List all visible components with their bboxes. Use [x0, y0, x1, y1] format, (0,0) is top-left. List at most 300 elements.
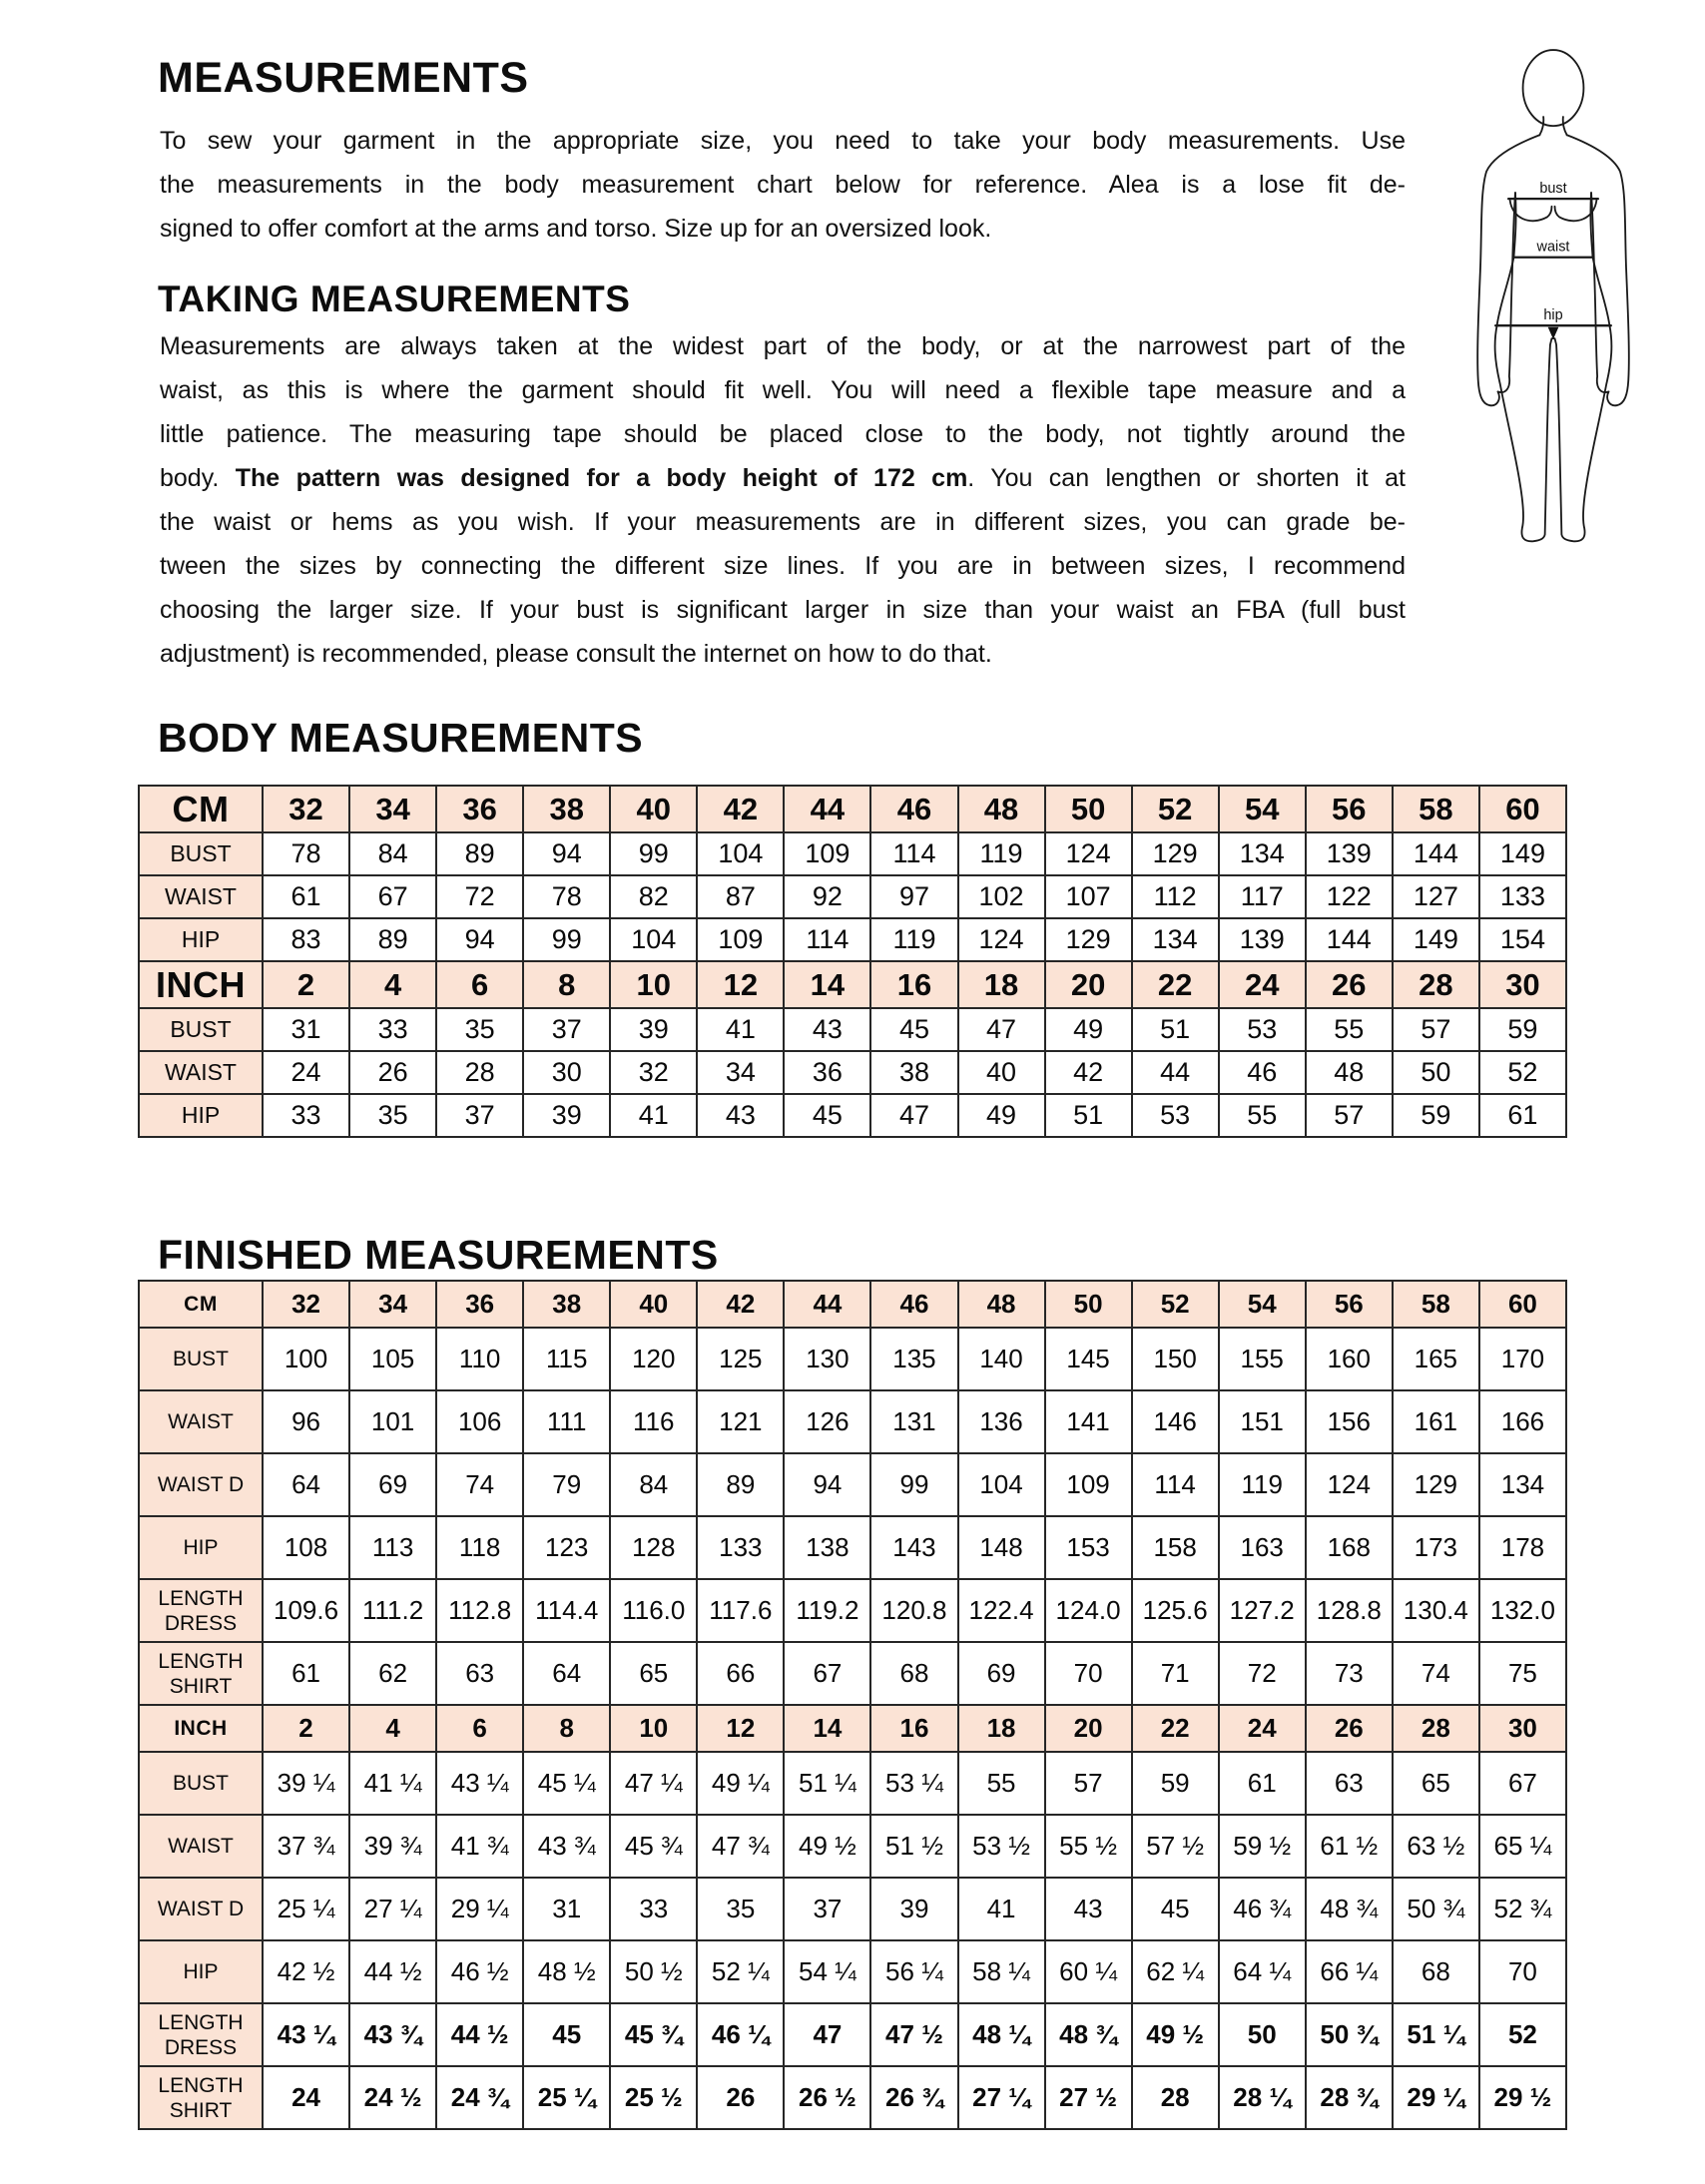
value-cell: 63	[436, 1642, 523, 1705]
value-cell: 25 ¼	[263, 1878, 349, 1940]
size-header-cell: 16	[870, 961, 957, 1008]
measurements-heading: MEASUREMENTS	[158, 54, 529, 102]
value-cell: 47	[870, 1094, 957, 1137]
body-silhouette-icon	[1457, 44, 1649, 545]
row-label: WAIST	[139, 1390, 263, 1453]
value-cell: 47	[784, 2003, 870, 2066]
value-cell: 52 ¾	[1479, 1878, 1566, 1940]
value-cell: 24	[263, 1051, 349, 1094]
paragraph-line: choosing the larger size. If your bust is significant larger in size than your waist an FBA (full bust	[160, 596, 1406, 624]
value-cell: 111.2	[349, 1579, 436, 1642]
value-cell: 55	[1219, 1094, 1306, 1137]
value-cell: 43 ¾	[349, 2003, 436, 2066]
value-cell: 41	[958, 1878, 1045, 1940]
value-cell: 149	[1393, 918, 1479, 961]
value-cell: 31	[263, 1008, 349, 1051]
value-cell: 24 ½	[349, 2066, 436, 2129]
value-cell: 43 ¼	[263, 2003, 349, 2066]
value-cell: 47	[958, 1008, 1045, 1051]
value-cell: 41 ¾	[436, 1815, 523, 1878]
size-header-row	[139, 961, 1566, 1008]
value-cell: 163	[1219, 1516, 1306, 1579]
value-cell: 161	[1393, 1390, 1479, 1453]
value-cell: 133	[697, 1516, 784, 1579]
value-cell: 31	[523, 1878, 610, 1940]
value-cell: 37	[523, 1008, 610, 1051]
value-cell: 50 ½	[610, 1940, 697, 2003]
value-cell: 87	[697, 875, 784, 918]
value-cell: 40	[958, 1051, 1045, 1094]
row-label: HIP	[139, 1094, 263, 1137]
value-cell: 52	[1479, 2003, 1566, 2066]
value-cell: 55	[1306, 1008, 1393, 1051]
value-cell: 134	[1479, 1453, 1566, 1516]
value-cell: 52	[1479, 1051, 1566, 1094]
value-cell: 48 ½	[523, 1940, 610, 2003]
value-cell: 111	[523, 1390, 610, 1453]
value-cell: 27 ¼	[349, 1878, 436, 1940]
size-header-cell: 4	[349, 961, 436, 1008]
value-cell: 165	[1393, 1328, 1479, 1390]
size-header-cell: 22	[1132, 961, 1219, 1008]
body-figure-illustration	[1457, 44, 1649, 545]
value-cell: 48 ¼	[958, 2003, 1045, 2066]
value-cell: 127.2	[1219, 1579, 1306, 1642]
value-cell: 75	[1479, 1642, 1566, 1705]
value-cell: 120	[610, 1328, 697, 1390]
size-header-cell: 8	[523, 1705, 610, 1752]
value-cell: 99	[870, 1453, 957, 1516]
measurement-row	[139, 1878, 1566, 1940]
row-label: BUST	[139, 1752, 263, 1815]
value-cell: 145	[1045, 1328, 1132, 1390]
figure-left-arm	[1477, 135, 1539, 405]
value-cell: 28	[1132, 2066, 1219, 2129]
value-cell: 46	[1219, 1051, 1306, 1094]
value-cell: 43	[697, 1094, 784, 1137]
value-cell: 68	[1393, 1940, 1479, 2003]
measurement-row	[139, 1940, 1566, 2003]
size-header-cell: 32	[263, 1281, 349, 1328]
value-cell: 66 ¼	[1306, 1940, 1393, 2003]
size-header-row	[139, 1705, 1566, 1752]
value-cell: 53	[1132, 1094, 1219, 1137]
value-cell: 149	[1479, 832, 1566, 875]
value-cell: 56 ¼	[870, 1940, 957, 2003]
value-cell: 62 ¼	[1132, 1940, 1219, 2003]
value-cell: 166	[1479, 1390, 1566, 1453]
bold-emphasis-text: The pattern was designed for a body height of 172 cm	[235, 464, 968, 492]
value-cell: 128.8	[1306, 1579, 1393, 1642]
value-cell: 44	[1132, 1051, 1219, 1094]
size-header-cell: 18	[958, 1705, 1045, 1752]
value-cell: 89	[349, 918, 436, 961]
value-cell: 32	[610, 1051, 697, 1094]
value-cell: 46 ¾	[1219, 1878, 1306, 1940]
crotch-marker	[1548, 327, 1559, 339]
value-cell: 38	[870, 1051, 957, 1094]
size-header-cell: 56	[1306, 1281, 1393, 1328]
value-cell: 42 ½	[263, 1940, 349, 2003]
size-header-cell: 54	[1219, 786, 1306, 832]
value-cell: 61	[1479, 1094, 1566, 1137]
value-cell: 54 ¼	[784, 1940, 870, 2003]
value-cell: 29 ¼	[1393, 2066, 1479, 2129]
value-cell: 123	[523, 1516, 610, 1579]
value-cell: 106	[436, 1390, 523, 1453]
value-cell: 78	[263, 832, 349, 875]
value-cell: 102	[958, 875, 1045, 918]
size-header-cell: 34	[349, 786, 436, 832]
size-header-cell: 30	[1479, 1705, 1566, 1752]
value-cell: 48	[1306, 1051, 1393, 1094]
size-header-cell: 54	[1219, 1281, 1306, 1328]
value-cell: 26	[349, 1051, 436, 1094]
value-cell: 104	[610, 918, 697, 961]
value-cell: 89	[436, 832, 523, 875]
value-cell: 134	[1132, 918, 1219, 961]
value-cell: 37	[784, 1878, 870, 1940]
row-label: WAIST D	[139, 1878, 263, 1940]
value-cell: 79	[523, 1453, 610, 1516]
value-cell: 129	[1045, 918, 1132, 961]
value-cell: 72	[436, 875, 523, 918]
value-cell: 47 ¼	[610, 1752, 697, 1815]
value-cell: 117.6	[697, 1579, 784, 1642]
value-cell: 41 ¼	[349, 1752, 436, 1815]
value-cell: 140	[958, 1328, 1045, 1390]
size-header-cell: 52	[1132, 1281, 1219, 1328]
measurement-row	[139, 1642, 1566, 1705]
value-cell: 63	[1306, 1752, 1393, 1815]
size-header-cell: 42	[697, 786, 784, 832]
value-cell: 35	[436, 1008, 523, 1051]
value-cell: 51 ¼	[784, 1752, 870, 1815]
value-cell: 33	[610, 1878, 697, 1940]
value-cell: 26 ¾	[870, 2066, 957, 2129]
size-header-cell: 60	[1479, 786, 1566, 832]
measurement-row	[139, 1094, 1566, 1137]
value-cell: 41	[697, 1008, 784, 1051]
size-header-cell: 38	[523, 1281, 610, 1328]
paragraph-line: the waist or hems as you wish. If your measurements are in different sizes, you can grade be-	[160, 508, 1406, 536]
value-cell: 130	[784, 1328, 870, 1390]
value-cell: 133	[1479, 875, 1566, 918]
value-cell: 25 ½	[610, 2066, 697, 2129]
measurement-row	[139, 1008, 1566, 1051]
value-cell: 68	[870, 1642, 957, 1705]
value-cell: 178	[1479, 1516, 1566, 1579]
size-header-cell: 14	[784, 1705, 870, 1752]
value-cell: 61	[263, 875, 349, 918]
value-cell: 64 ¼	[1219, 1940, 1306, 2003]
value-cell: 48 ¾	[1045, 2003, 1132, 2066]
size-header-cell: 48	[958, 786, 1045, 832]
row-label: WAIST	[139, 1815, 263, 1878]
value-cell: 97	[870, 875, 957, 918]
value-cell: 65	[1393, 1752, 1479, 1815]
value-cell: 135	[870, 1328, 957, 1390]
figure-neck	[1539, 117, 1543, 135]
value-cell: 47 ¾	[697, 1815, 784, 1878]
value-cell: 24 ¾	[436, 2066, 523, 2129]
value-cell: 136	[958, 1390, 1045, 1453]
unit-label: INCH	[139, 1705, 263, 1752]
value-cell: 148	[958, 1516, 1045, 1579]
measurement-row	[139, 2066, 1566, 2129]
size-header-cell: 26	[1306, 961, 1393, 1008]
value-cell: 94	[523, 832, 610, 875]
value-cell: 119	[870, 918, 957, 961]
size-header-cell: 28	[1393, 1705, 1479, 1752]
value-cell: 64	[263, 1453, 349, 1516]
measurement-row	[139, 918, 1566, 961]
value-cell: 124.0	[1045, 1579, 1132, 1642]
bust-label: bust	[1539, 181, 1567, 198]
value-cell: 117	[1219, 875, 1306, 918]
value-cell: 94	[436, 918, 523, 961]
value-cell: 43 ¾	[523, 1815, 610, 1878]
size-header-cell: 50	[1045, 786, 1132, 832]
value-cell: 108	[263, 1516, 349, 1579]
size-header-cell: 28	[1393, 961, 1479, 1008]
value-cell: 124	[958, 918, 1045, 961]
value-cell: 47 ½	[870, 2003, 957, 2066]
value-cell: 50 ¾	[1306, 2003, 1393, 2066]
value-cell: 69	[958, 1642, 1045, 1705]
value-cell: 109	[1045, 1453, 1132, 1516]
value-cell: 153	[1045, 1516, 1132, 1579]
value-cell: 55	[958, 1752, 1045, 1815]
value-cell: 122	[1306, 875, 1393, 918]
measurement-row	[139, 2003, 1566, 2066]
value-cell: 158	[1132, 1516, 1219, 1579]
value-cell: 139	[1306, 832, 1393, 875]
value-cell: 104	[697, 832, 784, 875]
value-cell: 100	[263, 1328, 349, 1390]
value-cell: 124	[1306, 1453, 1393, 1516]
value-cell: 150	[1132, 1328, 1219, 1390]
size-header-cell: 46	[870, 786, 957, 832]
value-cell: 51 ½	[870, 1815, 957, 1878]
size-header-cell: 12	[697, 961, 784, 1008]
paragraph-line: To sew your garment in the appropriate size, you need to take your body measurements. Use	[160, 127, 1406, 155]
hip-label: hip	[1543, 307, 1563, 324]
value-cell: 109.6	[263, 1579, 349, 1642]
row-label: LENGTH DRESS	[139, 1579, 263, 1642]
value-cell: 64	[523, 1642, 610, 1705]
value-cell: 49 ½	[1132, 2003, 1219, 2066]
value-cell: 51	[1045, 1094, 1132, 1137]
value-cell: 127	[1393, 875, 1479, 918]
value-cell: 109	[784, 832, 870, 875]
value-cell: 112	[1132, 875, 1219, 918]
value-cell: 74	[1393, 1642, 1479, 1705]
row-label: HIP	[139, 1940, 263, 2003]
paragraph-line: adjustment) is recommended, please consult the internet on how to do that.	[160, 640, 992, 668]
value-cell: 83	[263, 918, 349, 961]
row-label: BUST	[139, 1328, 263, 1390]
measurement-row	[139, 1752, 1566, 1815]
measurement-row	[139, 1516, 1566, 1579]
value-cell: 129	[1132, 832, 1219, 875]
body-measurements-table	[138, 785, 1567, 1138]
value-cell: 69	[349, 1453, 436, 1516]
paragraph-line: tween the sizes by connecting the different size lines. If you are in between sizes, I recommend	[160, 552, 1406, 580]
value-cell: 74	[436, 1453, 523, 1516]
paragraph-line: Measurements are always taken at the widest part of the body, or at the narrowest part of the	[160, 332, 1406, 360]
value-cell: 59	[1132, 1752, 1219, 1815]
value-cell: 49	[958, 1094, 1045, 1137]
size-header-cell: 2	[263, 1705, 349, 1752]
value-cell: 73	[1306, 1642, 1393, 1705]
size-header-cell: 44	[784, 1281, 870, 1328]
value-cell: 46 ½	[436, 1940, 523, 2003]
value-cell: 45	[1132, 1878, 1219, 1940]
size-header-cell: 42	[697, 1281, 784, 1328]
value-cell: 43	[1045, 1878, 1132, 1940]
value-cell: 122.4	[958, 1579, 1045, 1642]
row-label: BUST	[139, 832, 263, 875]
measurement-row	[139, 1051, 1566, 1094]
value-cell: 57 ½	[1132, 1815, 1219, 1878]
value-cell: 115	[523, 1328, 610, 1390]
value-cell: 89	[697, 1453, 784, 1516]
size-header-cell: 20	[1045, 961, 1132, 1008]
size-header-cell: 34	[349, 1281, 436, 1328]
size-header-cell: 20	[1045, 1705, 1132, 1752]
value-cell: 39	[523, 1094, 610, 1137]
value-cell: 44 ½	[436, 2003, 523, 2066]
measurement-row	[139, 875, 1566, 918]
value-cell: 119	[1219, 1453, 1306, 1516]
value-cell: 70	[1479, 1940, 1566, 2003]
body-measurements-heading: BODY MEASUREMENTS	[158, 715, 644, 761]
row-label: LENGTH DRESS	[139, 2003, 263, 2066]
value-cell: 44 ½	[349, 1940, 436, 2003]
line-text: . You can lengthen or shorten it at	[967, 464, 1406, 492]
value-cell: 173	[1393, 1516, 1479, 1579]
size-header-cell: 40	[610, 1281, 697, 1328]
value-cell: 45	[870, 1008, 957, 1051]
taking-measurements-heading: TAKING MEASUREMENTS	[158, 278, 631, 319]
value-cell: 125.6	[1132, 1579, 1219, 1642]
size-header-cell: 8	[523, 961, 610, 1008]
value-cell: 126	[784, 1390, 870, 1453]
row-label: LENGTH SHIRT	[139, 2066, 263, 2129]
value-cell: 49 ½	[784, 1815, 870, 1878]
value-cell: 124	[1045, 832, 1132, 875]
value-cell: 156	[1306, 1390, 1393, 1453]
figure-head	[1523, 50, 1584, 126]
value-cell: 61	[1219, 1752, 1306, 1815]
value-cell: 168	[1306, 1516, 1393, 1579]
value-cell: 63 ½	[1393, 1815, 1479, 1878]
size-header-cell: 4	[349, 1705, 436, 1752]
value-cell: 131	[870, 1390, 957, 1453]
size-header-cell: 46	[870, 1281, 957, 1328]
size-header-cell: 30	[1479, 961, 1566, 1008]
value-cell: 43	[784, 1008, 870, 1051]
measurement-row	[139, 1815, 1566, 1878]
figure-right-arm	[1567, 135, 1629, 405]
value-cell: 119.2	[784, 1579, 870, 1642]
value-cell: 71	[1132, 1642, 1219, 1705]
value-cell: 65 ¼	[1479, 1815, 1566, 1878]
value-cell: 37	[436, 1094, 523, 1137]
value-cell: 94	[784, 1453, 870, 1516]
value-cell: 130.4	[1393, 1579, 1479, 1642]
value-cell: 70	[1045, 1642, 1132, 1705]
value-cell: 132.0	[1479, 1579, 1566, 1642]
row-label: LENGTH SHIRT	[139, 1642, 263, 1705]
size-header-cell: 58	[1393, 1281, 1479, 1328]
size-header-cell: 38	[523, 786, 610, 832]
value-cell: 50 ¾	[1393, 1878, 1479, 1940]
measurement-row	[139, 1328, 1566, 1390]
value-cell: 28 ¾	[1306, 2066, 1393, 2129]
value-cell: 60 ¼	[1045, 1940, 1132, 2003]
value-cell: 120.8	[870, 1579, 957, 1642]
size-header-cell: 36	[436, 786, 523, 832]
size-header-row	[139, 786, 1566, 832]
value-cell: 109	[697, 918, 784, 961]
value-cell: 45 ¾	[610, 1815, 697, 1878]
value-cell: 53	[1219, 1008, 1306, 1051]
value-cell: 26 ½	[784, 2066, 870, 2129]
measurement-row	[139, 832, 1566, 875]
value-cell: 114	[784, 918, 870, 961]
size-header-cell: 6	[436, 1705, 523, 1752]
value-cell: 144	[1393, 832, 1479, 875]
value-cell: 65	[610, 1642, 697, 1705]
value-cell: 37 ¾	[263, 1815, 349, 1878]
value-cell: 49	[1045, 1008, 1132, 1051]
value-cell: 27 ½	[1045, 2066, 1132, 2129]
value-cell: 62	[349, 1642, 436, 1705]
value-cell: 43 ¼	[436, 1752, 523, 1815]
value-cell: 49 ¼	[697, 1752, 784, 1815]
value-cell: 99	[610, 832, 697, 875]
value-cell: 105	[349, 1328, 436, 1390]
value-cell: 121	[697, 1390, 784, 1453]
row-label: BUST	[139, 1008, 263, 1051]
value-cell: 48 ¾	[1306, 1878, 1393, 1940]
value-cell: 67	[1479, 1752, 1566, 1815]
size-header-cell: 40	[610, 786, 697, 832]
unit-label: CM	[139, 1281, 263, 1328]
value-cell: 59	[1479, 1008, 1566, 1051]
measurement-row	[139, 1579, 1566, 1642]
size-header-cell: 24	[1219, 961, 1306, 1008]
value-cell: 78	[523, 875, 610, 918]
paragraph-line: waist, as this is where the garment should fit well. You will need a flexible tape measure and a	[160, 376, 1406, 404]
row-label: WAIST	[139, 1051, 263, 1094]
taking-measurements-paragraph	[160, 324, 1406, 676]
value-cell: 114	[870, 832, 957, 875]
measurement-row	[139, 1390, 1566, 1453]
measurement-row	[139, 1453, 1566, 1516]
value-cell: 144	[1306, 918, 1393, 961]
value-cell: 33	[349, 1008, 436, 1051]
value-cell: 33	[263, 1094, 349, 1137]
value-cell: 146	[1132, 1390, 1219, 1453]
value-cell: 41	[610, 1094, 697, 1137]
value-cell: 118	[436, 1516, 523, 1579]
value-cell: 101	[349, 1390, 436, 1453]
size-header-cell: 32	[263, 786, 349, 832]
size-header-cell: 50	[1045, 1281, 1132, 1328]
